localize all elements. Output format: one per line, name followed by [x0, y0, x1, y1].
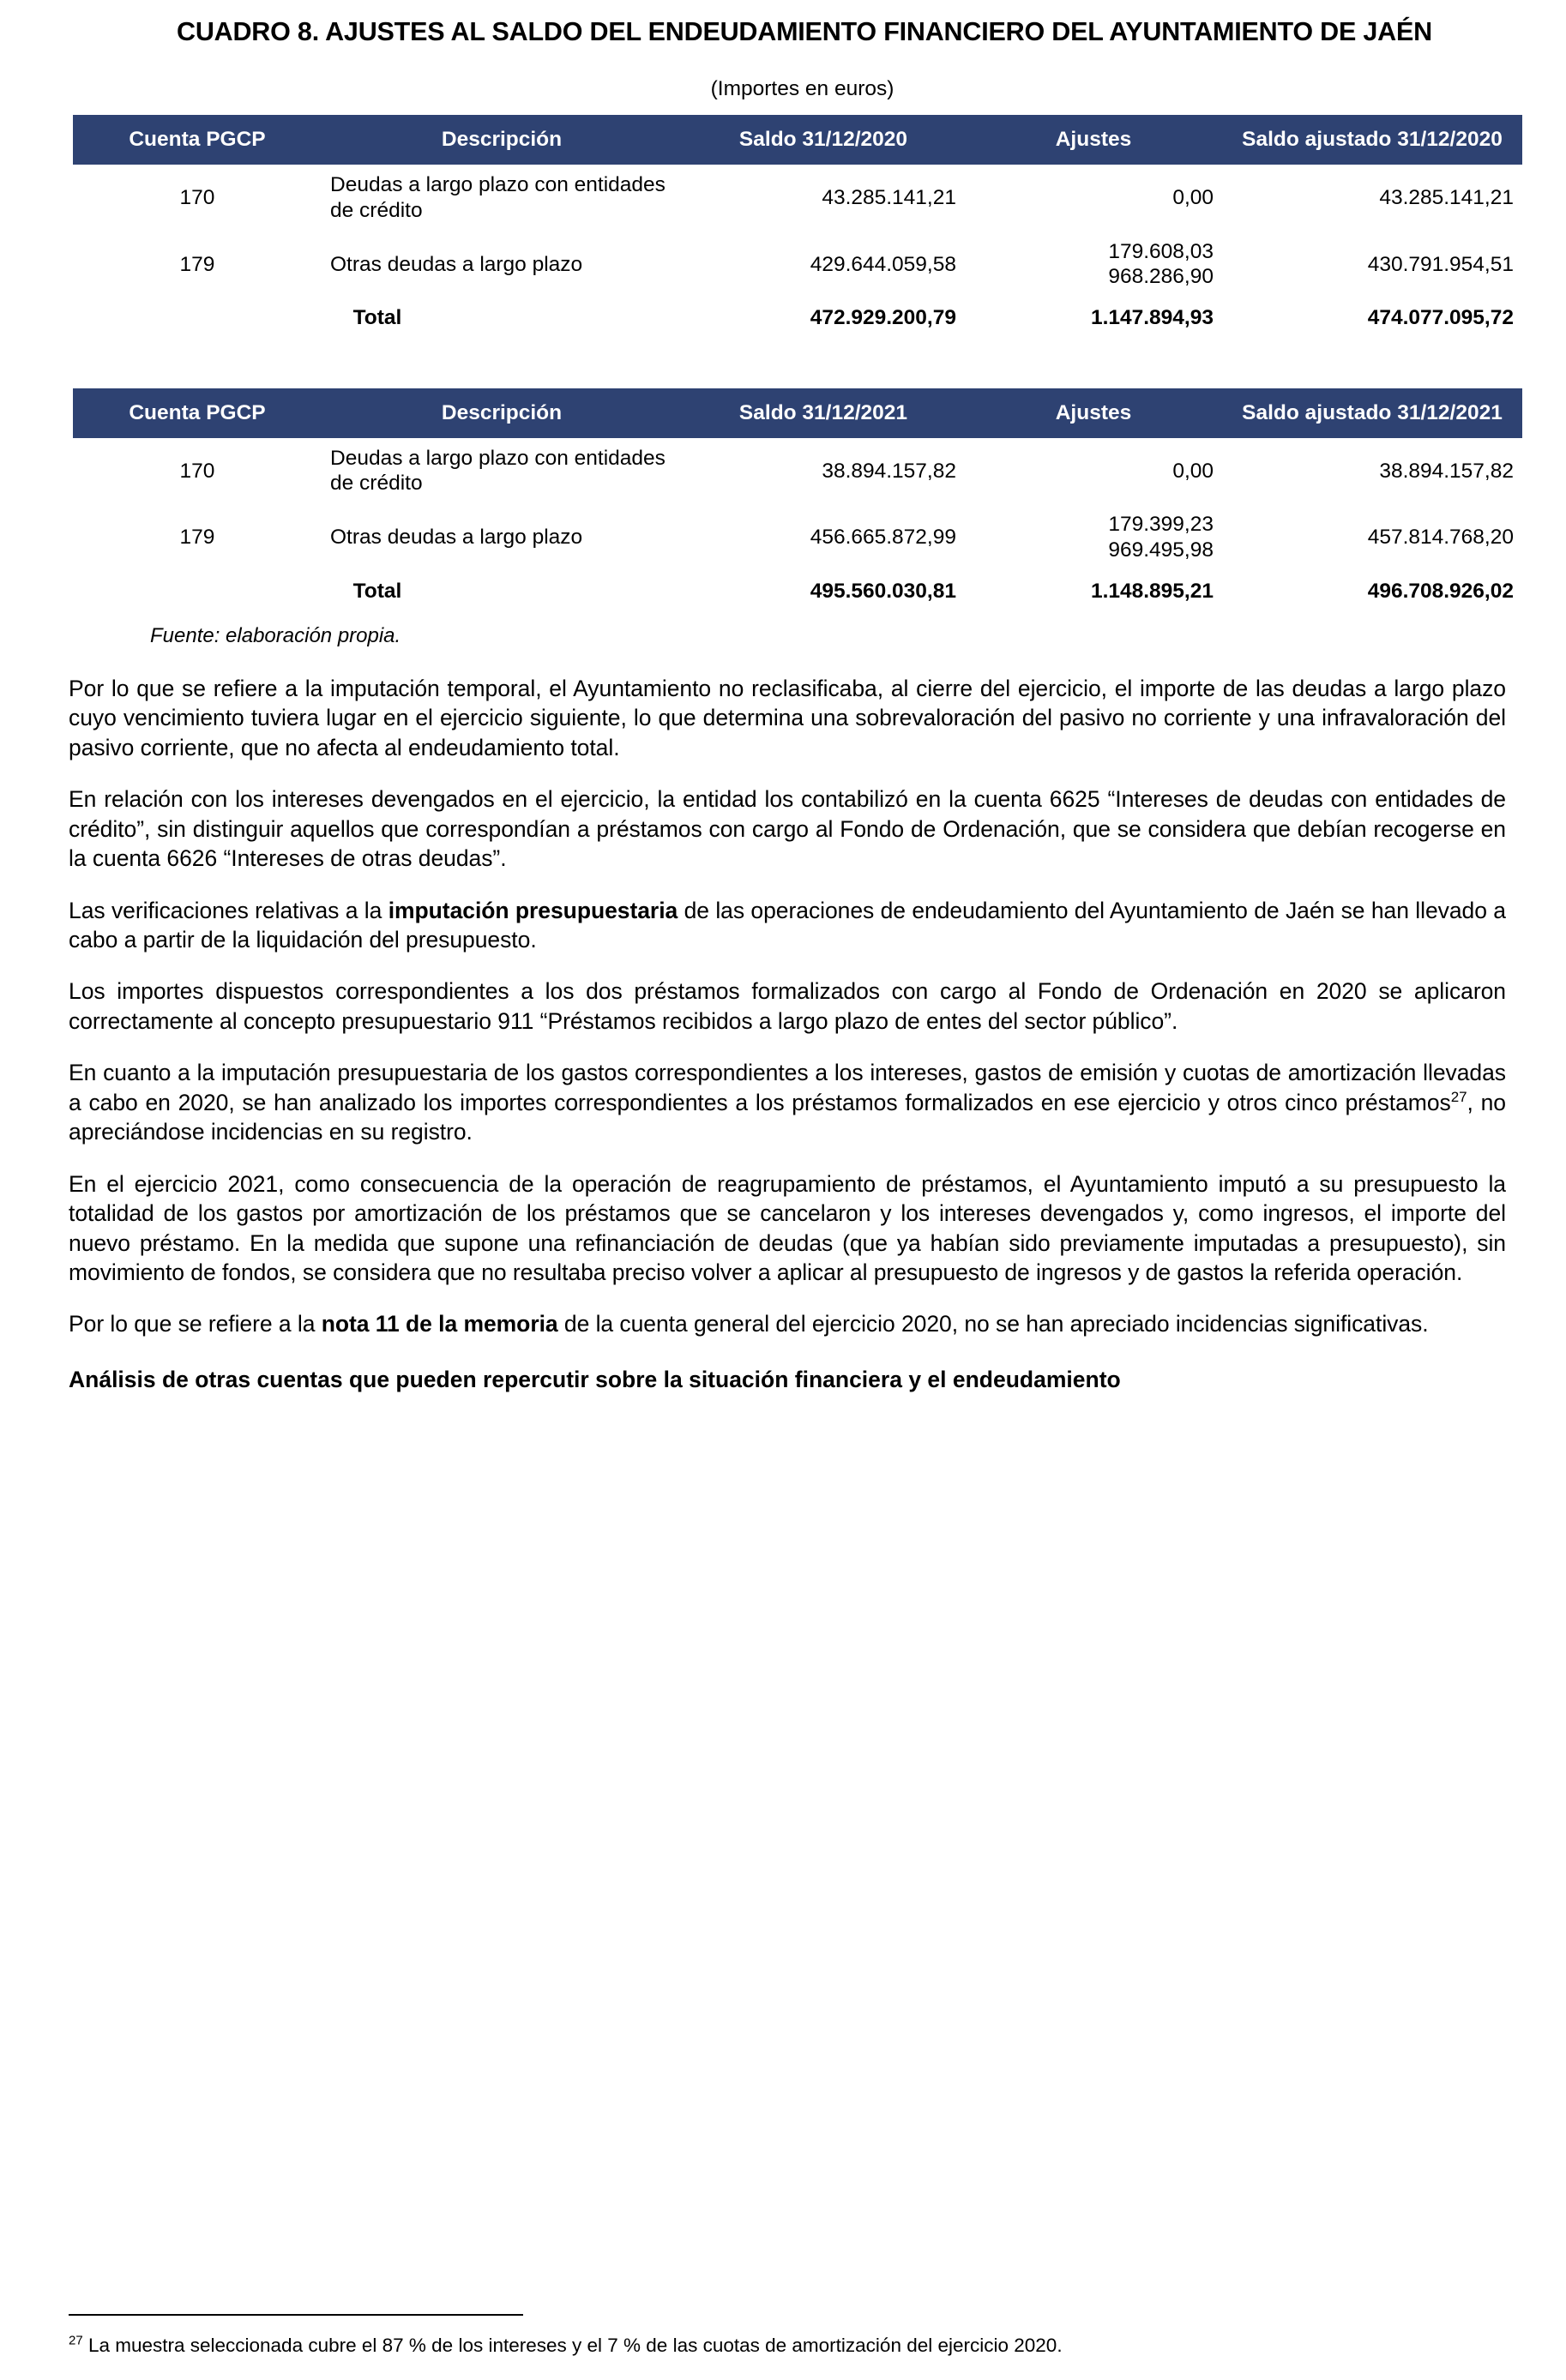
cell-adjusted-balance: 457.814.768,20	[1367, 526, 1514, 550]
column-header-balance: Saldo 31/12/2021	[682, 388, 965, 437]
table-adjustments-2021	[73, 388, 1522, 612]
cell-account: 170	[179, 185, 215, 209]
cell-adjustments-line1: 179.399,23	[1108, 513, 1214, 537]
table-row	[73, 165, 1522, 231]
table-row	[73, 231, 1522, 298]
cell-adjusted-balance: 430.791.954,51	[1367, 252, 1514, 276]
adjusted-balance-line1: Saldo ajustado	[1242, 400, 1392, 424]
table-source: Fuente: elaboración propia.	[150, 623, 401, 647]
footnote-body: La muestra seleccionada cubre el 87 % de los intereses y el 7 % de las cuotas de amortización del ejercicio 2020.	[82, 2334, 1063, 2356]
cell-account: 179	[179, 252, 215, 276]
column-header-adjustments: Ajustes	[965, 115, 1222, 164]
column-header-adjusted-balance	[1222, 388, 1522, 437]
cell-balance: 43.285.141,21	[822, 185, 956, 209]
section-subheading: Análisis de otras cuentas que pueden repercutir sobre la situación financiera y el endeudamiento	[69, 1366, 1121, 1392]
column-header-account: Cuenta PGCP	[73, 115, 322, 164]
cell-adjustments-line2: 968.286,90	[1108, 265, 1214, 289]
total-adjustments: 1.147.894,93	[1090, 306, 1214, 330]
cell-account: 179	[179, 526, 215, 550]
cell-adjusted-balance: 43.285.141,21	[1379, 185, 1514, 209]
table-header-row	[73, 388, 1522, 437]
cell-adjustments-line2: 969.495,98	[1108, 538, 1214, 562]
text-segment: Las verificaciones relativas a la	[69, 897, 388, 923]
text-segment: , no apreciándose incidencias en su registro.	[69, 1089, 1506, 1145]
column-header-adjustments: Ajustes	[965, 388, 1222, 437]
cell-description: Deudas a largo plazo con entidades de crédito	[330, 446, 666, 496]
table-total-row	[73, 571, 1522, 612]
text-segment: Por lo que se refiere a la	[69, 1311, 322, 1337]
total-balance: 472.929.200,79	[810, 306, 956, 330]
cell-adjustments-line1: 179.608,03	[1108, 239, 1214, 263]
text-segment: de la cuenta general del ejercicio 2020, no se han apreciado incidencias significativas.	[557, 1311, 1429, 1337]
footnote-number: 27	[69, 2333, 83, 2348]
table-row	[73, 504, 1522, 571]
cell-adjustments	[965, 504, 1222, 571]
cell-adjusted-balance: 38.894.157,82	[1379, 459, 1514, 483]
column-header-adjusted-balance	[1222, 115, 1522, 164]
footnote-divider	[69, 2314, 523, 2316]
adjusted-balance-line1: Saldo ajustado	[1242, 128, 1392, 152]
units-note: (Importes en euros)	[710, 77, 894, 101]
table-header-row	[73, 115, 1522, 164]
cell-balance: 456.665.872,99	[810, 526, 956, 550]
paragraph-budget-imputation	[69, 896, 1506, 955]
cell-adjustments	[965, 231, 1222, 298]
text-bold-memory-note: nota 11 de la memoria	[321, 1311, 558, 1337]
paragraph-loan-amounts: Los importes dispuestos correspondientes a los dos préstamos formalizados con cargo al Fondo de Ordenación en 2020 se aplicaron correctamente al concepto presupuestario 911 “Préstamos recibidos a largo plazo de entes del sector público”.	[69, 978, 1506, 1034]
cell-description: Deudas a largo plazo con entidades de crédito	[330, 172, 666, 222]
paragraph-2021-regrouping: En el ejercicio 2021, como consecuencia de la operación de reagrupamiento de préstamos, el Ayuntamiento imputó a su presupuesto la totalidad de los gastos por amortización de los préstamos que se cancelaron y los intereses devengados y, como ingresos, el importe del nuevo préstamo. En la medida que supone una refinanciación de deudas (que ya habían sido previamente imputadas a presupuesto), sin movimiento de fondos, se considera que no resultaba preciso volver a aplicar al presupuesto de ingresos y de gastos la referida operación.	[69, 1170, 1506, 1285]
cell-adjustments: 0,00	[1172, 459, 1214, 483]
cell-account: 170	[179, 459, 215, 483]
text-segment: de las operaciones de endeudamiento del Ayuntamiento de Jaén se han llevado a cabo a partir de la liquidación del presupuesto.	[69, 897, 1506, 953]
column-header-balance: Saldo 31/12/2020	[682, 115, 965, 164]
footnote-text	[69, 2333, 1509, 2358]
adjusted-balance-line2: 31/12/2021	[1397, 400, 1503, 424]
page-title: CUADRO 8. AJUSTES AL SALDO DEL ENDEUDAMIENTO FINANCIERO DEL AYUNTAMIENTO DE JAÉN	[177, 17, 1432, 46]
cell-balance: 429.644.059,58	[810, 252, 956, 276]
cell-description: Otras deudas a largo plazo	[330, 252, 583, 276]
table-row	[73, 438, 1522, 505]
cell-balance: 38.894.157,82	[822, 459, 956, 483]
footnote-marker-inline: 27	[1450, 1088, 1467, 1105]
paragraph-interest-accounts: En relación con los intereses devengados en el ejercicio, la entidad los contabilizó en la cuenta 6625 “Intereses de deudas con entidades de crédito”, sin distinguir aquellos que correspondían a préstamos con cargo al Fondo de Ordenación, que se considera que debían recogerse en la cuenta 6626 “Intereses de otras deudas”.	[69, 786, 1506, 872]
text-segment: En cuanto a la imputación presupuestaria de los gastos correspondientes a los intereses, gastos de emisión y cuotas de amortización llevadas a cabo en 2020, se han analizado los importes correspondientes a los préstamos formalizados en ese ejercicio y otros cinco préstamos	[69, 1060, 1506, 1115]
adjusted-balance-line2: 31/12/2020	[1397, 128, 1503, 152]
footnote-area	[69, 2314, 1509, 2358]
text-bold-budget-imputation: imputación presupuestaria	[388, 897, 678, 923]
total-adjusted-balance: 474.077.095,72	[1367, 306, 1514, 330]
total-adjusted-balance: 496.708.926,02	[1367, 580, 1514, 604]
paragraph-memory-note	[69, 1309, 1506, 1338]
column-header-description: Descripción	[322, 115, 682, 164]
table-adjustments-2020	[73, 115, 1522, 339]
total-adjustments: 1.148.895,21	[1090, 580, 1214, 604]
column-header-description: Descripción	[322, 388, 682, 437]
table-total-row	[73, 298, 1522, 339]
table-spacer	[69, 339, 1506, 388]
cell-adjustments: 0,00	[1172, 185, 1214, 209]
column-header-account: Cuenta PGCP	[73, 388, 322, 437]
cell-description: Otras deudas a largo plazo	[330, 526, 583, 550]
paragraph-temporal-imputation: Por lo que se refiere a la imputación temporal, el Ayuntamiento no reclasificaba, al cierre del ejercicio, el importe de las deudas a largo plazo cuyo vencimiento tuviera lugar en el ejercicio siguiente, lo que determina una sobrevaloración del pasivo no corriente y una infravaloración del pasivo corriente, que no afecta al endeudamiento total.	[69, 675, 1506, 760]
total-balance: 495.560.030,81	[810, 580, 956, 604]
total-label: Total	[352, 580, 402, 604]
total-label: Total	[352, 306, 402, 330]
paragraph-expense-imputation	[69, 1058, 1506, 1146]
